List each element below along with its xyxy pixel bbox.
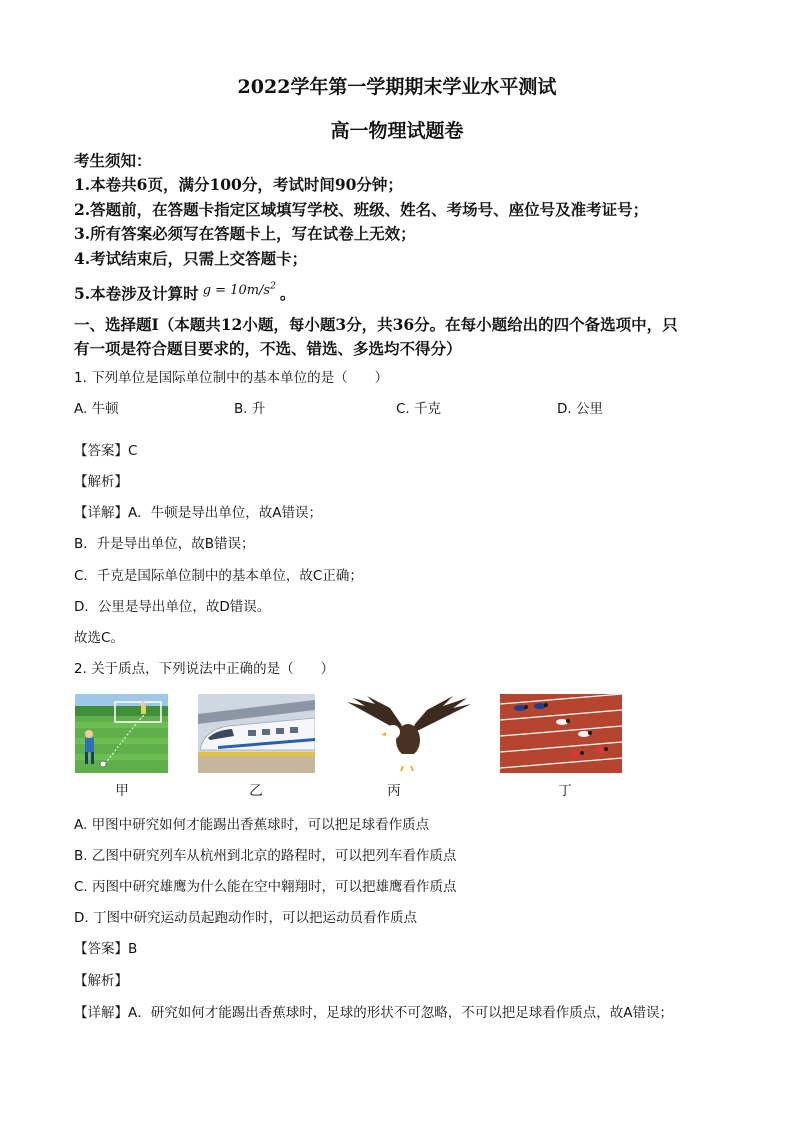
q2-option-c: C. 丙图中研究雄鹰为什么能在空中翱翔时，可以把雄鹰看作质点 [74, 879, 457, 895]
q2-option-a: A. 甲图中研究如何才能踢出香蕉球时，可以把足球看作质点 [74, 817, 430, 833]
notice-item-5-prefix: 5.本卷涉及计算时 [74, 284, 199, 303]
gravity-formula [203, 283, 276, 298]
q1-option-c: C. 千克 [396, 401, 442, 417]
q2-stem: 2. 关于质点，下列说法中正确的是（ ） [74, 661, 335, 677]
caption-yi: 乙 [249, 783, 263, 799]
q1-option-d: D. 公里 [557, 401, 603, 417]
q1-option-a: A. 牛顿 [74, 401, 119, 417]
notice-item-3: 3.所有答案必须写在答题卡上，写在试卷上无效； [74, 224, 416, 243]
gravity-formula-exp: 2 [270, 281, 276, 292]
eagle-image [345, 694, 473, 773]
q1-option-b: B. 升 [234, 401, 266, 417]
caption-jia: 甲 [115, 783, 129, 799]
notice-item-5-suffix: 。 [279, 284, 296, 303]
gravity-formula-base: g = 10m/s [202, 283, 271, 298]
q1-detail-5: 故选C。 [74, 630, 124, 646]
q2-option-d: D. 丁图中研究运动员起跑动作时，可以把运动员看作质点 [74, 910, 417, 926]
q2-option-b: B. 乙图中研究列车从杭州到北京的路程时，可以把列车看作质点 [74, 848, 457, 864]
notice-item-4: 4.考试结束后，只需上交答题卡； [74, 249, 308, 268]
notice-item-1: 1.本卷共6页，满分100分，考试时间90分钟； [74, 175, 403, 194]
q1-detail-1: 【详解】A．牛顿是导出单位，故A错误； [74, 505, 322, 521]
q2-answer: 【答案】B [74, 941, 138, 957]
section1-line2: 有一项是符合题目要求的，不选、错选、多选均不得分） [74, 339, 462, 358]
q1-analysis: 【解析】 [74, 474, 128, 490]
exam-subtitle: 高一物理试题卷 [330, 120, 464, 142]
q2-analysis: 【解析】 [74, 973, 128, 989]
q1-detail-2: B．升是导出单位，故B错误； [74, 536, 255, 552]
section1-line1: 一、选择题Ⅰ（本题共12小题，每小题3分，共36分。在每小题给出的四个备选项中，只 [74, 315, 678, 334]
caption-bing: 丙 [387, 783, 401, 799]
q2-detail-1: 【详解】A．研究如何才能踢出香蕉球时，足球的形状不可忽略，不可以把足球看作质点，故A错误； [74, 1005, 673, 1021]
caption-ding: 丁 [558, 783, 572, 799]
notice-item-2: 2.答题前，在答题卡指定区域填写学校、班级、姓名、考场号、座位号及准考证号； [74, 200, 649, 219]
q1-detail-4: D．公里是导出单位，故D错误。 [74, 599, 271, 615]
soccer-image [75, 694, 168, 773]
exam-title: 2022学年第一学期期末学业水平测试 [237, 76, 557, 98]
notice-item-5 [74, 282, 295, 304]
q1-answer: 【答案】C [74, 443, 138, 459]
notice-heading: 考生须知： [74, 151, 152, 170]
train-image [198, 694, 315, 773]
q1-stem: 1. 下列单位是国际单位制中的基本单位的是（ ） [74, 370, 389, 386]
sprint-image [500, 694, 622, 773]
q1-detail-3: C．千克是国际单位制中的基本单位，故C正确； [74, 568, 363, 584]
